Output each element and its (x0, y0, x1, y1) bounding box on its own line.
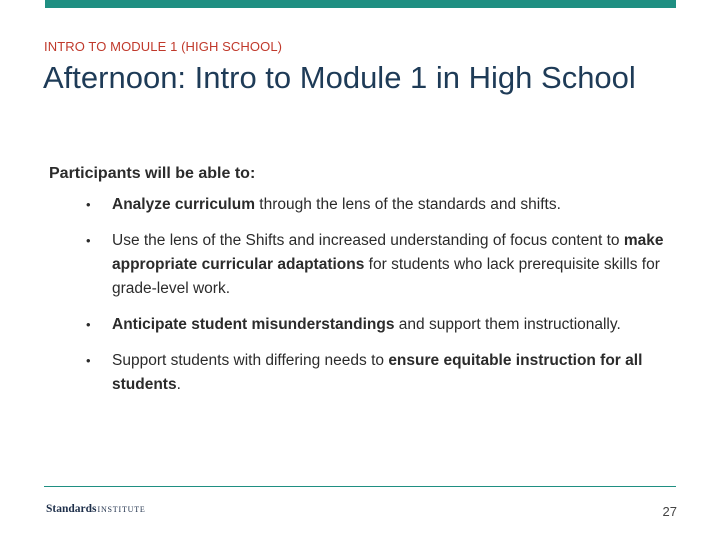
objectives-list (49, 193, 689, 397)
objective-emphasis: Anticipate student misunderstandings (112, 316, 395, 333)
objective-text: and support them instructionally. (394, 316, 621, 333)
objective-text: . (176, 376, 181, 393)
section-kicker: INTRO TO MODULE 1 (HIGH SCHOOL) (44, 39, 283, 54)
objective-text: Use the lens of the Shifts and increased understanding of focus content to (112, 232, 624, 249)
objective-item (49, 229, 689, 301)
page-number: 27 (662, 504, 677, 519)
slide-title: Afternoon: Intro to Module 1 in High School (43, 60, 636, 95)
objective-item (49, 349, 689, 397)
lead-text: Participants will be able to: (49, 165, 256, 182)
slide-body (49, 164, 689, 409)
top-accent-bar (45, 0, 676, 8)
bullet-icon: • (86, 233, 91, 248)
objective-item (49, 313, 689, 337)
bullet-icon: • (86, 353, 91, 368)
logo-sub-text: INSTITUTE (97, 505, 146, 514)
objective-emphasis: make appropriate curricular adaptations (112, 232, 664, 273)
objective-item (49, 193, 689, 217)
bullet-icon: • (86, 197, 91, 212)
standards-institute-logo (46, 503, 146, 515)
objective-emphasis: Analyze curriculum (112, 196, 255, 213)
objective-emphasis: ensure equitable instruction for all students (112, 352, 643, 393)
objective-text: through the lens of the standards and shifts. (255, 196, 561, 213)
objective-text: for students who lack prerequisite skills for grade-level work. (112, 256, 660, 297)
footer-divider (44, 486, 676, 487)
objective-text: Support students with differing needs to (112, 352, 389, 369)
logo-main-text: Standards (46, 503, 97, 515)
bullet-icon: • (86, 317, 91, 332)
